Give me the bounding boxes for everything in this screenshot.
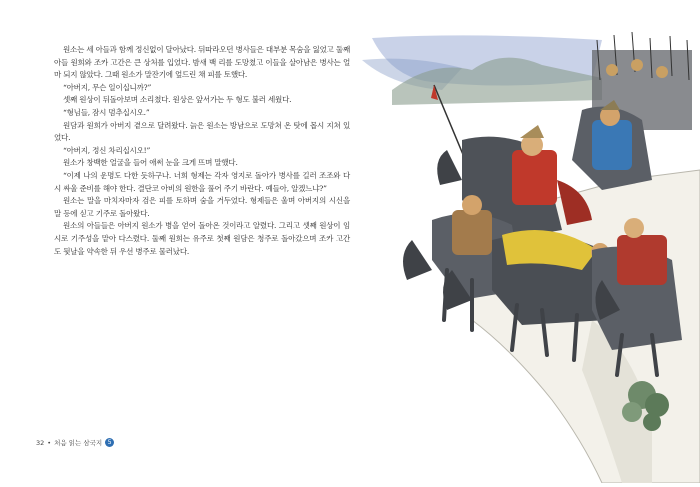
footer-separator: • (47, 438, 52, 447)
illustration (352, 20, 700, 483)
paragraph: 원소는 세 아들과 함께 정신없이 달아났다. 뒤따라오던 병사들은 대부분 목숨을 잃었고 둘째 아들 원희와 조카 고간은 큰 상처를 입었다. 밤새 백 리를 도망쳤고 이들을 살아남은 병사는 얼마 되지 않았다. 그때 원소가 말잔기에 엎드린 채 피를 토했다. (54, 45, 350, 80)
paragraph: “아버지, 무슨 일이십니까?” (63, 82, 152, 92)
left-page (0, 0, 350, 483)
paragraph: “아버지, 정신 차리십시오!” (63, 145, 151, 155)
paragraph: “이제 나의 운명도 다한 듯하구나. 너희 형제는 각자 영지로 돌아가 병사를 길러 조조와 다시 싸울 준비를 해야 한다. 결단코 아비의 원한을 풀어 주기 바란다. 예들아, 알겠느냐?” (54, 170, 350, 193)
paragraph: 원소는 말을 마치자마자 검은 피를 토하며 숨을 거두었다. 형제들은 울며 아버지의 시신을 말 등에 싣고 기주로 돌아왔다. (54, 196, 350, 218)
paragraph: “형님들, 잠시 멈추십시오.” (63, 107, 150, 117)
page-footer (36, 438, 114, 447)
paragraph: 원소가 창백한 얼굴을 들어 애써 눈을 크게 뜨며 말했다. (63, 158, 238, 168)
body-text (54, 44, 350, 258)
paragraph: 셋째 원상이 뒤돌아보며 소리쳤다. 원상은 앞서가는 두 형도 불러 세웠다. (63, 95, 292, 105)
paragraph: 원담과 원희가 아버지 곁으로 달려왔다. 늙은 원소는 방남으로 도망쳐 온 탓에 몹시 지쳐 있었다. (54, 120, 350, 143)
volume-badge: 5 (105, 438, 114, 447)
page-number: 32 (36, 438, 45, 447)
book-title: 처음 읽는 삼국지 (54, 439, 103, 447)
paragraph: 원소의 아들들은 아버지 원소가 병을 얻어 돌아온 것이라고 알렸다. 그리고 셋째 원상이 임시로 기주성을 맡아 다스렸다. 둘째 원희는 유주로 첫째 원담은 청주로 돌아갔으며 조카 고간도 뒷날을 약속한 뒤 우선 병주로 물러났다. (54, 221, 350, 256)
cavalry-illustration (352, 20, 700, 483)
